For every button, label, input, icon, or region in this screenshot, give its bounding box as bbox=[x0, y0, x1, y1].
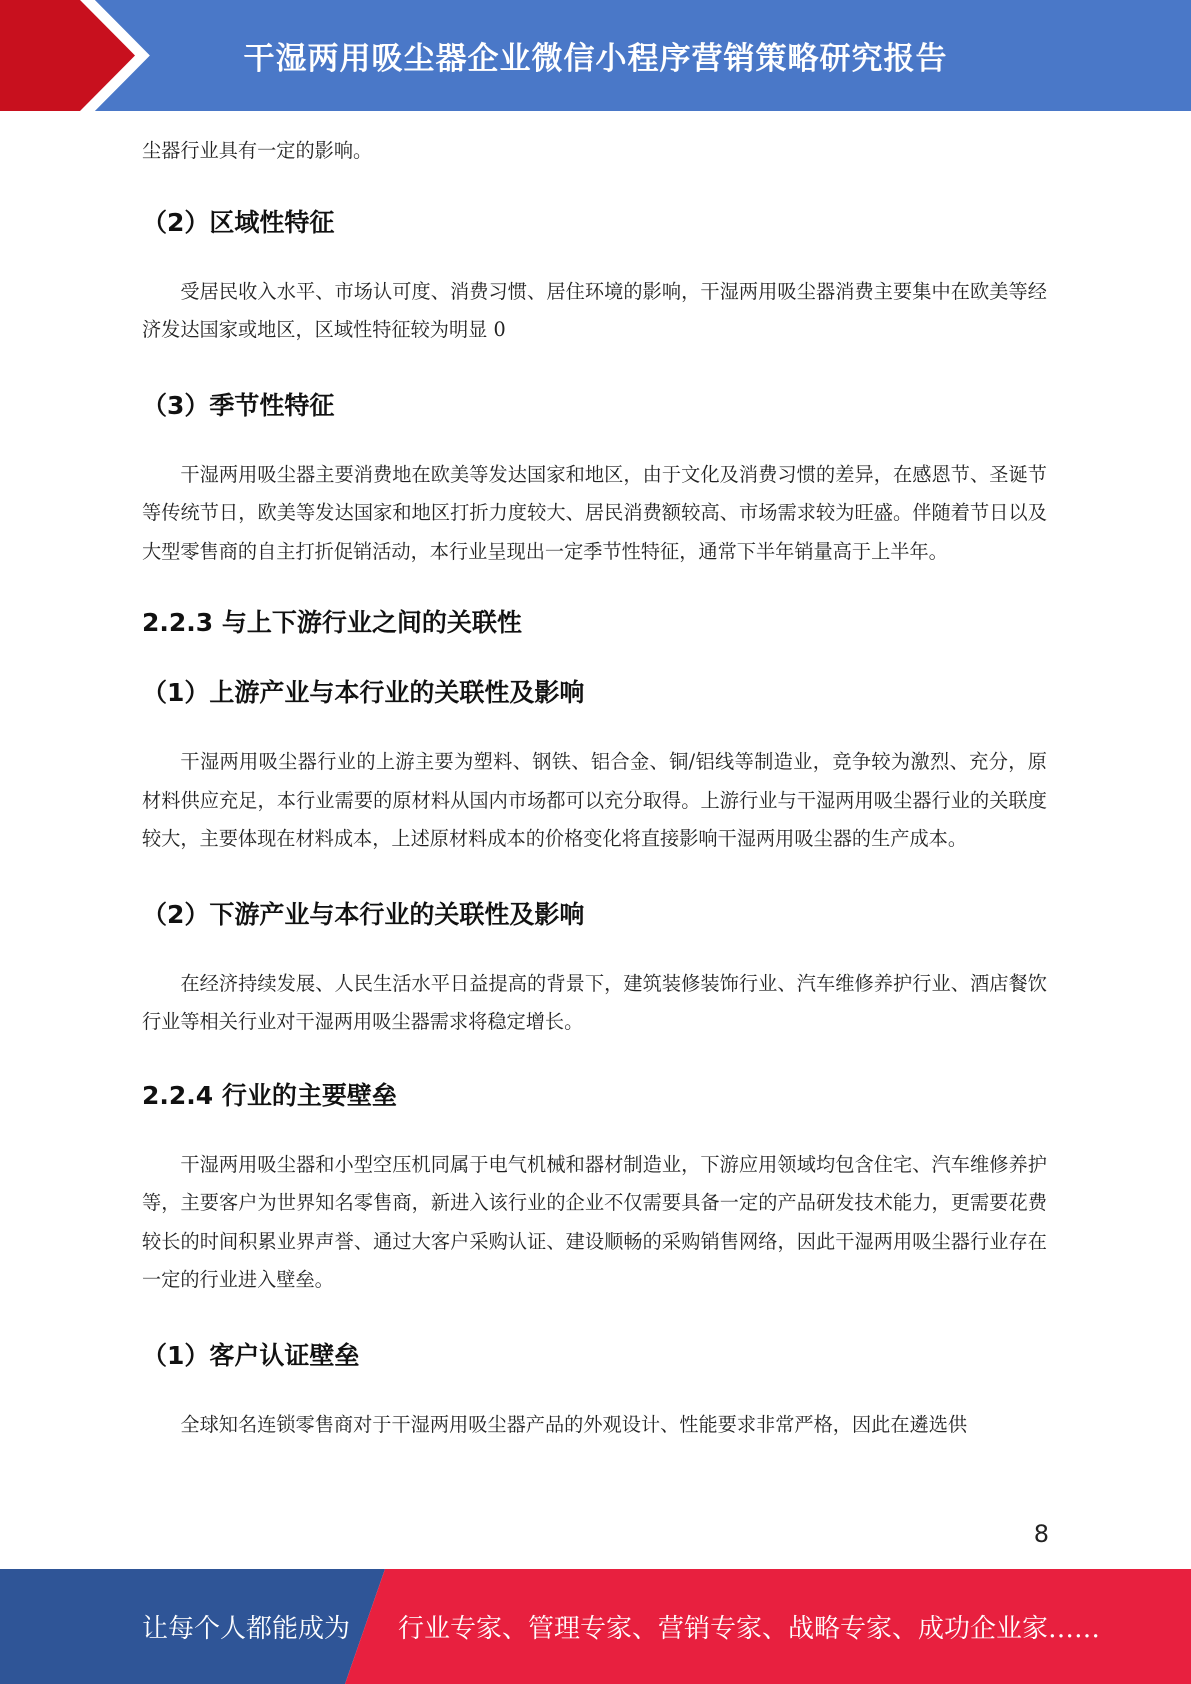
footer-slogan-left: 让每个人都能成为 bbox=[142, 1614, 351, 1644]
page-header bbox=[0, 0, 1191, 111]
footer-slogan-right: 行业专家、管理专家、营销专家、战略专家、成功企业家…… bbox=[398, 1614, 1101, 1644]
paragraph-upstream: 干湿两用吸尘器行业的上游主要为塑料、钢铁、铝合金、铜/铝线等制造业，竞争较为激烈、充分，原材料供应充足，本行业需要的原材料从国内市场都可以充分取得。上游行业与干湿两用吸尘器行业的关联度较大，主要体现在材料成本，上述原材料成本的价格变化将直接影响干湿两用吸尘器的生产成本。 bbox=[142, 750, 1047, 850]
paragraph-seasonal: 干湿两用吸尘器主要消费地在欧美等发达国家和地区，由于文化及消费习惯的差异，在感恩节、圣诞节等传统节日，欧美等发达国家和地区打折力度较大、居民消费额较高、市场需求较为旺盛。伴随着节日以及大型零售商的自主打折促销活动，本行业呈现出一定季节性特征，通常下半年销量高于上半年。 bbox=[142, 462, 1047, 563]
paragraph-barriers: 干湿两用吸尘器和小型空压机同属于电气机械和器材制造业，下游应用领域均包含住宅、汽车维修养护等，主要客户为世界知名零售商，新进入该行业的企业不仅需要具备一定的产品研发技术能力，更需要花费较长的时间积累业界声誉、通过大客户采购认证、建设顺畅的采购销售网络，因此干湿两用吸尘器行业存在一定的行业进入壁垒。 bbox=[142, 1152, 1047, 1291]
heading-downstream: （2）下游产业与本行业的关联性及影响 bbox=[142, 899, 585, 929]
header-arrow-decoration bbox=[0, 0, 160, 111]
paragraph-downstream: 在经济持续发展、人民生活水平日益提高的背景下，建筑装修装饰行业、汽车维修养护行业、酒店餐饮行业等相关行业对干湿两用吸尘器需求将稳定增长。 bbox=[142, 971, 1047, 1033]
heading-section-2-2-4: 2.2.4 行业的主要壁垒 bbox=[142, 1080, 397, 1110]
heading-regional-features: （2）区域性特征 bbox=[142, 207, 335, 237]
heading-upstream: （1）上游产业与本行业的关联性及影响 bbox=[142, 678, 585, 707]
paragraph-regional: 受居民收入水平、市场认可度、消费习惯、居住环境的影响，干湿两用吸尘器消费主要集中在欧美等经济发达国家或地区，区域性特征较为明显 0 bbox=[142, 279, 1047, 341]
document-body bbox=[142, 132, 1047, 1444]
paragraph-continuation: 尘器行业具有一定的影响。 bbox=[142, 139, 373, 162]
paragraph-customer-certification: 全球知名连锁零售商对于干湿两用吸尘器产品的外观设计、性能要求非常严格，因此在遴选供 bbox=[180, 1412, 968, 1436]
heading-seasonal-features: （3）季节性特征 bbox=[142, 390, 335, 420]
heading-section-2-2-3: 2.2.3 与上下游行业之间的关联性 bbox=[142, 608, 522, 637]
page-footer bbox=[0, 1569, 1191, 1684]
heading-customer-certification: （1）客户认证壁垒 bbox=[142, 1340, 360, 1370]
report-title: 干湿两用吸尘器企业微信小程序营销策略研究报告 bbox=[243, 41, 948, 77]
page-number: 8 bbox=[1033, 1520, 1049, 1548]
